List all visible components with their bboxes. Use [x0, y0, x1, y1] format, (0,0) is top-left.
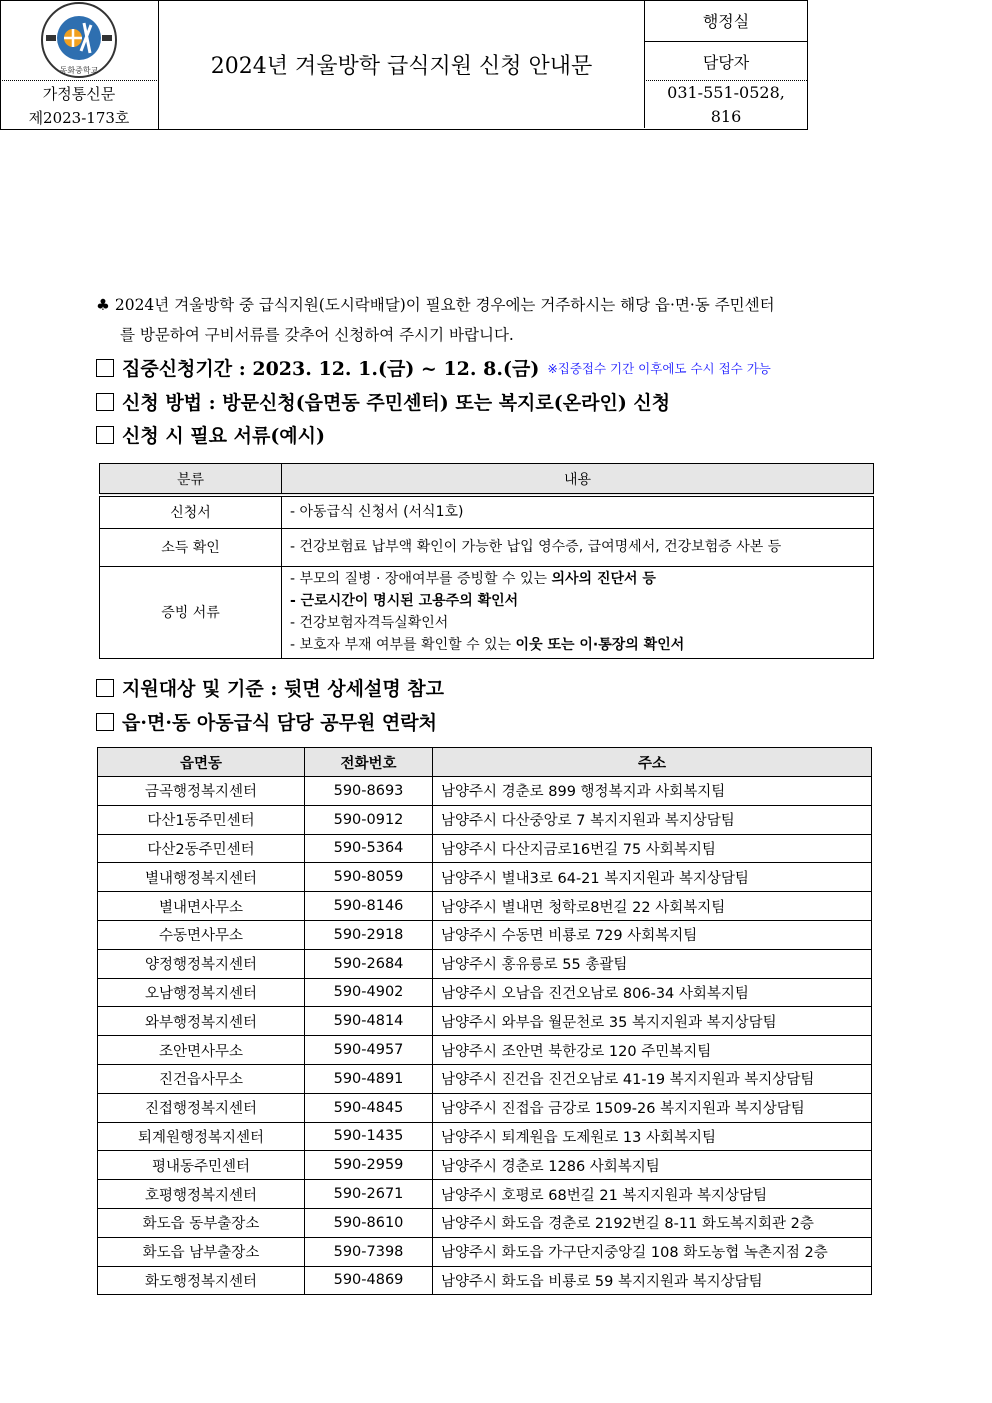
office-name-cell: 수동면사무소: [98, 920, 305, 949]
intro-paragraph: [96, 290, 901, 350]
table-row: [98, 892, 872, 921]
checkbox-square-icon: [96, 393, 114, 411]
table-row: [100, 528, 874, 566]
table-row: [98, 949, 872, 978]
phone-cell: 590-4845: [305, 1093, 433, 1122]
phone-cell: 590-8610: [305, 1208, 433, 1237]
section-contacts: [96, 708, 437, 735]
phone-cell: 590-4891: [305, 1064, 433, 1093]
address-cell: 남양주시 와부읍 월문천로 35 복지지원과 복지상담팀: [433, 1007, 872, 1036]
category-cell: 소득 확인: [100, 528, 282, 566]
address-cell: 남양주시 화도읍 경춘로 2192번길 8-11 화도복지회관 2층: [433, 1208, 872, 1237]
table-row: [98, 978, 872, 1007]
office-name-cell: 화도읍 동부출장소: [98, 1208, 305, 1237]
column-header: 전화번호: [305, 748, 433, 777]
table-row: [98, 863, 872, 892]
section-criteria: [96, 674, 444, 701]
content-text: - 보호자 부재 여부를 확인할 수 있는: [290, 637, 516, 653]
office-name-cell: 별내면사무소: [98, 892, 305, 921]
school-logo: [0, 0, 159, 81]
contact-phone: [644, 81, 807, 128]
table-row: [98, 805, 872, 834]
content-line: [290, 612, 873, 634]
column-header: 주소: [433, 748, 872, 777]
school-logo-icon: [36, 1, 122, 79]
page-title: 2024년 겨울방학 급식지원 신청 안내문: [210, 53, 593, 79]
phone-cell: 590-4902: [305, 978, 433, 1007]
column-header: 읍면동: [98, 748, 305, 777]
phone-cell: 590-1435: [305, 1122, 433, 1151]
documents-table: [99, 463, 874, 659]
phone-cell: 590-8059: [305, 863, 433, 892]
address-cell: 남양주시 다산지금로16번길 75 사회복지팀: [433, 834, 872, 863]
criteria-label: 지원대상 및 기준 : 뒷면 상세설명 참고: [122, 678, 445, 700]
office-name-cell: 화도읍 남부출장소: [98, 1237, 305, 1266]
column-header: 내용: [282, 464, 874, 496]
club-icon: ♣: [96, 296, 110, 314]
table-row: [100, 566, 874, 658]
doc-number: 제2023-173호: [0, 105, 159, 129]
office-name-cell: 다산1동주민센터: [98, 805, 305, 834]
address-cell: 남양주시 경춘로 1286 사회복지팀: [433, 1151, 872, 1180]
phone-cell: 590-8146: [305, 892, 433, 921]
phone-cell: 590-4814: [305, 1007, 433, 1036]
contacts-label: 읍·면·동 아동급식 담당 공무원 연락처: [122, 712, 437, 734]
office-name-cell: 조안면사무소: [98, 1036, 305, 1065]
table-row: [98, 777, 872, 806]
office-name-cell: 호평행정복지센터: [98, 1180, 305, 1209]
office-name-cell: 다산2동주민센터: [98, 834, 305, 863]
content-text: - 건강보험료 납부액 확인이 가능한 납입 영수증, 급여명세서, 건강보험증 사본 등: [290, 539, 782, 555]
table-row: [98, 834, 872, 863]
phone-cell: 590-2671: [305, 1180, 433, 1209]
address-cell: 남양주시 화도읍 비룡로 59 복지지원과 복지상담팀: [433, 1266, 872, 1295]
table-row: [98, 1266, 872, 1295]
table-row: [98, 1208, 872, 1237]
intro-line-2: 를 방문하여 구비서류를 갖추어 신청하여 주시기 바랍니다.: [120, 326, 514, 344]
phone-cell: 590-4957: [305, 1036, 433, 1065]
office-name-cell: 오남행정복지센터: [98, 978, 305, 1007]
section-method: [96, 388, 670, 415]
table-row: [98, 1036, 872, 1065]
doc-type: 가정통신문: [0, 81, 159, 105]
content-line: [290, 568, 873, 590]
content-emphasis: - 근로시간이 명시된 고용주의 확인서: [290, 593, 519, 609]
office-name-cell: 금곡행정복지센터: [98, 777, 305, 806]
phone-cell: 590-7398: [305, 1237, 433, 1266]
table-row: [98, 1151, 872, 1180]
office-name-cell: 별내행정복지센터: [98, 863, 305, 892]
address-cell: 남양주시 화도읍 가구단지중앙길 108 화도농협 녹촌지점 2층: [433, 1237, 872, 1266]
phone-cell: 590-2959: [305, 1151, 433, 1180]
address-cell: 남양주시 홍유릉로 55 총괄팀: [433, 949, 872, 978]
svg-text:동화중학교: 동화중학교: [59, 66, 99, 75]
contacts-table: [97, 747, 872, 1295]
address-cell: 남양주시 오남읍 진건오남로 806-34 사회복지팀: [433, 978, 872, 1007]
category-cell: 증빙 서류: [100, 566, 282, 658]
content-cell: [282, 495, 874, 528]
table-row: [100, 495, 874, 528]
section-documents: [96, 421, 325, 448]
checkbox-square-icon: [96, 359, 114, 377]
content-cell: [282, 528, 874, 566]
period-label: 집중신청기간 : 2023. 12. 1.(금) ~ 12. 8.(금): [122, 358, 540, 380]
content-text: - 부모의 질병 · 장애여부를 증빙할 수 있는: [290, 571, 552, 587]
address-cell: 남양주시 퇴계원읍 도제원로 13 사회복지팀: [433, 1122, 872, 1151]
address-cell: 남양주시 경춘로 899 행정복지과 사회복지팀: [433, 777, 872, 806]
table-row: [98, 1237, 872, 1266]
content-text: - 아동급식 신청서 (서식1호): [290, 504, 464, 521]
table-row: [98, 1064, 872, 1093]
table-row: [98, 1180, 872, 1209]
address-cell: 남양주시 호평로 68번길 21 복지지원과 복지상담팀: [433, 1180, 872, 1209]
office-name-cell: 진접행정복지센터: [98, 1093, 305, 1122]
content-cell: [282, 566, 874, 658]
address-cell: 남양주시 별내면 청학로8번길 22 사회복지팀: [433, 892, 872, 921]
office-name-cell: 평내동주민센터: [98, 1151, 305, 1180]
checkbox-square-icon: [96, 679, 114, 697]
content-emphasis: 의사의 진단서 등: [551, 571, 656, 587]
method-label: 신청 방법 : 방문신청(읍면동 주민센터) 또는 복지로(온라인) 신청: [122, 392, 671, 414]
table-row: [98, 1122, 872, 1151]
address-cell: 남양주시 진건읍 진건오남로 41-19 복지지원과 복지상담팀: [433, 1064, 872, 1093]
office-name-cell: 퇴계원행정복지센터: [98, 1122, 305, 1151]
contact-phone-ext: 816: [710, 106, 742, 126]
column-header: 분류: [100, 464, 282, 496]
phone-cell: 590-0912: [305, 805, 433, 834]
phone-cell: 590-2918: [305, 920, 433, 949]
office-name-cell: 양정행정복지센터: [98, 949, 305, 978]
address-cell: 남양주시 별내3로 64-21 복지지원과 복지상담팀: [433, 863, 872, 892]
contact-label: 담당자: [644, 42, 807, 81]
category-cell: 신청서: [100, 495, 282, 528]
content-line: [290, 590, 873, 612]
office-label: 행정실: [644, 0, 807, 42]
documents-label: 신청 시 필요 서류(예시): [122, 425, 326, 447]
table-row: [98, 920, 872, 949]
address-cell: 남양주시 조안면 북한강로 120 주민복지팀: [433, 1036, 872, 1065]
office-name-cell: 진건읍사무소: [98, 1064, 305, 1093]
document-header: [0, 0, 808, 130]
content-text: - 건강보험자격득실확인서: [290, 615, 449, 631]
address-cell: 남양주시 다산중앙로 7 복지지원과 복지상담팀: [433, 805, 872, 834]
content-line: [290, 536, 873, 558]
phone-cell: 590-2684: [305, 949, 433, 978]
intro-line-1: 2024년 겨울방학 중 급식지원(도시락배달)이 필요한 경우에는 거주하시는 해당 읍·면·동 주민센터: [114, 296, 775, 314]
phone-cell: 590-8693: [305, 777, 433, 806]
office-name-cell: 화도행정복지센터: [98, 1266, 305, 1295]
content-emphasis: 이웃 또는 이·통장의 확인서: [515, 637, 685, 653]
content-line: [290, 634, 873, 656]
address-cell: 남양주시 진접읍 금강로 1509-26 복지지원과 복지상담팀: [433, 1093, 872, 1122]
contact-phone-number: 031-551-0528,: [667, 82, 785, 102]
phone-cell: 590-5364: [305, 834, 433, 863]
table-row: [98, 1007, 872, 1036]
checkbox-square-icon: [96, 713, 114, 731]
phone-cell: 590-4869: [305, 1266, 433, 1295]
table-row: [98, 1093, 872, 1122]
section-period: [96, 354, 771, 381]
period-note: ※집중접수 기간 이후에도 수시 접수 가능: [547, 360, 771, 376]
checkbox-square-icon: [96, 426, 114, 444]
address-cell: 남양주시 수동면 비룡로 729 사회복지팀: [433, 920, 872, 949]
office-name-cell: 와부행정복지센터: [98, 1007, 305, 1036]
content-line: [290, 501, 873, 523]
